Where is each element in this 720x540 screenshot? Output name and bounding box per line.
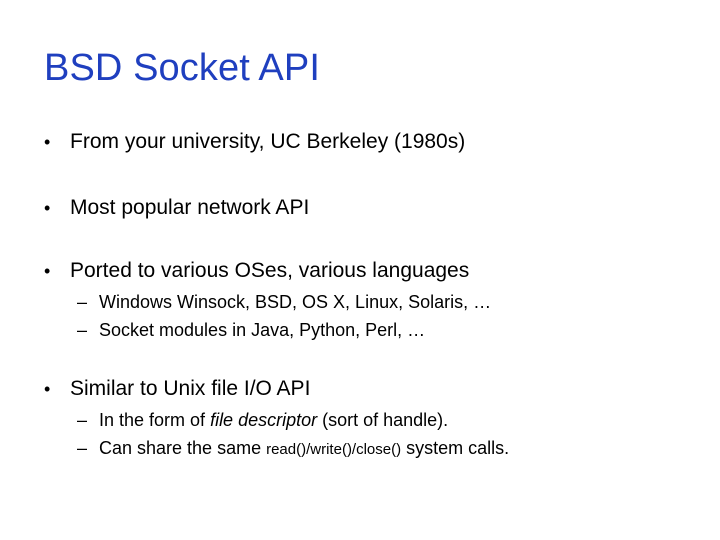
- sub-bullet-text-post: (sort of handle).: [317, 410, 449, 430]
- sub-bullet-text-emphasis: file descriptor: [210, 410, 318, 430]
- dash-icon: –: [77, 438, 88, 458]
- bullet-icon: •: [44, 198, 51, 218]
- sub-bullet-item: [77, 437, 510, 461]
- sub-bullet-code: read()/write()/close(): [266, 441, 402, 458]
- sub-bullet-text-pre: In the form of: [99, 410, 211, 430]
- bullet-icon: •: [44, 379, 51, 399]
- bullet-item: [44, 129, 465, 155]
- bullet-text: Ported to various OSes, various languages: [70, 259, 470, 282]
- bullet-icon: •: [44, 132, 51, 152]
- sub-bullet-text-post: system calls.: [401, 438, 510, 458]
- sub-bullet-text: Socket modules in Java, Python, Perl, …: [99, 320, 426, 340]
- bullet-item: [44, 195, 309, 221]
- bullet-icon: •: [44, 261, 51, 281]
- sub-bullet-item: [77, 291, 492, 313]
- dash-icon: –: [77, 320, 88, 340]
- sub-bullet-item: [77, 319, 426, 341]
- dash-icon: –: [77, 292, 88, 312]
- sub-bullet-text: Windows Winsock, BSD, OS X, Linux, Solaris, …: [99, 292, 492, 312]
- bullet-item: [44, 376, 310, 402]
- slide-title: BSD Socket API: [44, 47, 320, 89]
- sub-bullet-text-pre: Can share the same: [99, 438, 267, 458]
- bullet-text: Similar to Unix file I/O API: [70, 377, 311, 400]
- bullet-text: Most popular network API: [70, 196, 310, 219]
- dash-icon: –: [77, 410, 88, 430]
- bullet-item: [44, 258, 469, 284]
- sub-bullet-item: [77, 409, 449, 431]
- bullet-text: From your university, UC Berkeley (1980s): [70, 130, 466, 153]
